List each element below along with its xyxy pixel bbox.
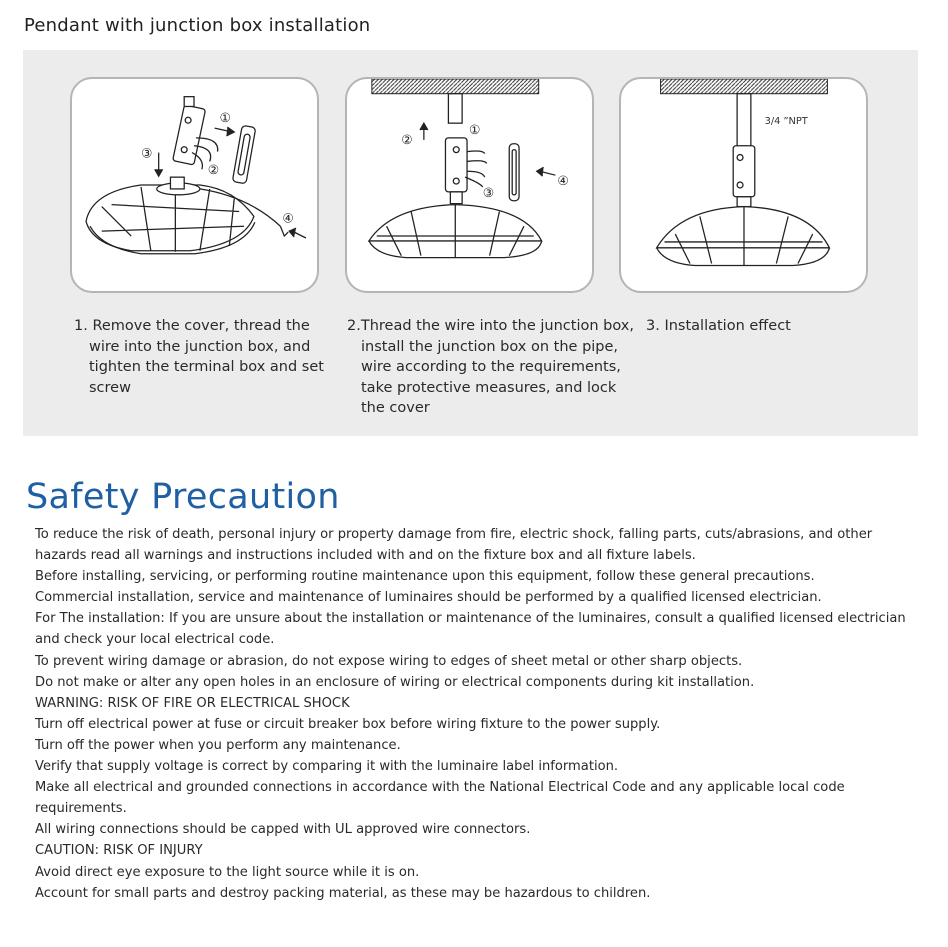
safety-line: To prevent wiring damage or abrasion, do not expose wiring to edges of sheet metal or other sharp objects.: [35, 653, 743, 669]
safety-line: Do not make or alter any open holes in an enclosure of wiring or electrical components during kit installation.: [35, 674, 755, 690]
step-2-text: [347, 316, 634, 419]
step-1-line: 1. Remove the cover, thread the: [74, 318, 310, 334]
step-2-line: 2.Thread the wire into the junction box,: [347, 318, 634, 334]
safety-paragraphs: [35, 524, 915, 904]
safety-line: Turn off electrical power at fuse or circuit breaker box before wiring fixture to the power supply.: [35, 716, 661, 732]
safety-line: hazards read all warnings and instructions included with and on the fixture box and all fixture labels.: [35, 548, 696, 564]
step-2-line: wire according to the requirements,: [361, 359, 621, 375]
safety-line: Turn off the power when you perform any maintenance.: [35, 737, 401, 753]
step-3-line: 3. Installation effect: [646, 318, 791, 334]
safety-line: Commercial installation, service and maintenance of luminaires should be performed by a qualified licensed electrician.: [35, 590, 822, 606]
step-2-line: install the junction box on the pipe,: [361, 338, 619, 355]
safety-line: Account for small parts and destroy packing material, as these may be hazardous to children.: [35, 885, 651, 901]
safety-line: Avoid direct eye exposure to the light source while it is on.: [35, 864, 420, 880]
caution-heading: CAUTION: RISK OF INJURY: [35, 843, 203, 859]
step-3-illustration: [619, 77, 868, 293]
step-2-line: the cover: [361, 400, 430, 416]
callout-1: ①: [219, 111, 231, 127]
safety-line: and check your local electrical code.: [35, 632, 275, 648]
safety-line: To reduce the risk of death, personal injury or property damage from fire, electric shock, falling parts, cuts/abrasions, and other: [35, 527, 873, 542]
step-1-line: screw: [89, 379, 131, 396]
callout-4: ④: [282, 211, 294, 227]
safety-title: Safety Precaution: [26, 477, 340, 517]
callout-3: ③: [482, 185, 495, 201]
callout-2: ②: [207, 163, 220, 179]
callout-1: ①: [469, 122, 481, 138]
callout-3: ③: [141, 146, 153, 162]
safety-line: For The installation: If you are unsure about the installation or maintenance of the luminaires, consult a qualified licensed electrician: [35, 611, 906, 627]
callout-2: ②: [401, 132, 413, 148]
step-3-drawing: [621, 79, 866, 291]
safety-line: All wiring connections should be capped with UL approved wire connectors.: [35, 822, 531, 838]
step-1-line: wire into the junction box, and: [89, 338, 311, 355]
step-1-text: [74, 316, 324, 398]
step-2-drawing: [347, 79, 592, 291]
step-1-drawing: [72, 79, 317, 291]
safety-line: Before installing, servicing, or performing routine maintenance upon this equipment, follow these general precautions.: [35, 569, 815, 585]
step-3-text: [646, 316, 791, 337]
callout-4: ④: [557, 174, 569, 189]
installation-title: Pendant with junction box installation: [24, 15, 371, 36]
safety-line: Make all electrical and grounded connections in accordance with the National Electrical Code and any applicable local code: [35, 780, 845, 796]
step-1-line: tighten the terminal box and set: [89, 359, 324, 375]
warning-heading: WARNING: RISK OF FIRE OR ELECTRICAL SHOCK: [35, 695, 350, 711]
npt-label: 3/4 ”NPT: [764, 116, 808, 128]
step-2-line: take protective measures, and lock: [361, 379, 617, 396]
step-1-illustration: [70, 77, 319, 293]
step-2-illustration: [345, 77, 594, 293]
safety-line: requirements.: [35, 801, 127, 817]
safety-line: Verify that supply voltage is correct by comparing it with the luminaire label information.: [35, 759, 619, 775]
